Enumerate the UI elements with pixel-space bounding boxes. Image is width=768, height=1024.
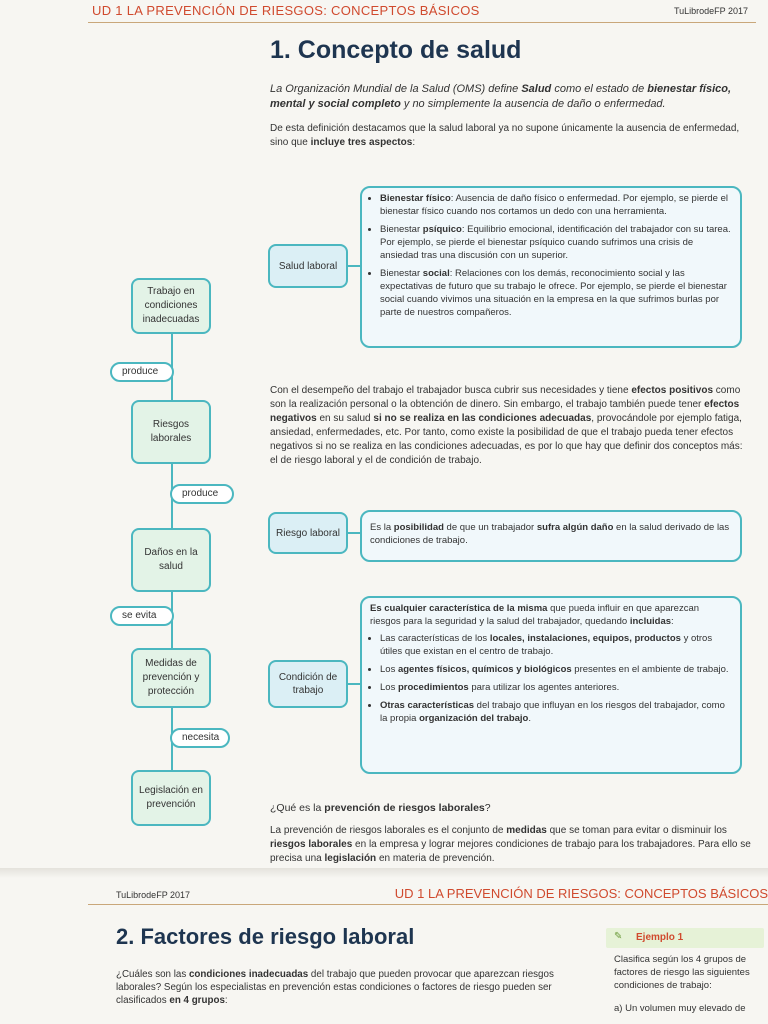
pencil-icon: ✎ (614, 931, 623, 942)
example-header-box (606, 928, 764, 948)
flow-node-medidas: Medidas de prevención y protección (131, 648, 211, 708)
condicion-item-agentes: • Los agentes físicos, químicos y biológicos presentes en el ambiente de trabajo. (380, 663, 732, 676)
page2-question: ¿Cuáles son las condiciones inadecuadas del trabajo que pueden provocar que aparezcan riesgos laborales? Según los especialistas en prevención estas condiciones o factores de riesgo pueden ser clasificados en 4 grupos: (116, 969, 554, 1006)
salud-item-social: • Bienestar social: Relaciones con los demás, reconocimiento social y las expectativas de futuro que su trabajo le ofrece. Por ejemplo, se pierde el bienestar social cuando vivimos una situación en la empresa en la que sufrimos burlas por parte de nuestros compañeros. (380, 267, 732, 319)
unit-title: UD 1 LA PREVENCIÓN DE RIESGOS: CONCEPTOS BÁSICOS (92, 3, 480, 18)
flow-edge-produce: produce (110, 362, 174, 382)
flow-edge-necesita: necesita (170, 728, 230, 748)
prevention-paragraph: La prevención de riesgos laborales es el conjunto de medidas que se toman para evitar o disminuir los riesgos laborales en la empresa y lograr mejores condiciones de trabajo para los trabajadores. Para ello se precisa una legislación en materia de prevención. (270, 825, 751, 864)
condicion-item-procedimientos: • Los procedimientos para utilizar los agentes anteriores. (380, 681, 732, 694)
prevention-question: ¿Qué es la prevención de riesgos laborales? (270, 802, 491, 814)
concept-card-salud (360, 186, 742, 348)
page2-header (88, 884, 768, 905)
concept-card-riesgo: Es la posibilidad de que un trabajador sufra algún daño en la salud derivado de las condiciones de trabajo. (360, 510, 742, 562)
aspects-paragraph: De esta definición destacamos que la salud laboral ya no supone únicamente la ausencia de enfermedad, sino que incluye tres aspectos: (270, 123, 740, 148)
condicion-item-otras: • Otras características del trabajo que influyan en los riesgos del trabajador, como la propia organización del trabajo. (380, 699, 732, 725)
flow-node-danos: Daños en la salud (131, 528, 211, 592)
salud-item-psiquico: • Bienestar psíquico: Equilibrio emocional, identificación del trabajador con su tarea. Por ejemplo, se pierde el bienestar psíquico cuando sufrimos una crisis de ansiedad tras una discusión con un superior. (380, 223, 732, 262)
concept-connector (348, 532, 360, 534)
concept-label-condicion: Condición de trabajo (268, 660, 348, 708)
concept-label-riesgo: Riesgo laboral (268, 512, 348, 554)
page-header (88, 0, 756, 23)
salud-item-fisico: • Bienestar físico: Ausencia de daño físico o enfermedad. Por ejemplo, se pierde el bienestar físico cuando nos cortamos un dedo con una herramienta. (380, 192, 732, 218)
condicion-intro: Es cualquier característica de la misma que pueda influir en que aparezcan riesgos para la seguridad y la salud del trabajador, quedando incluidas: (370, 603, 700, 627)
example-item-a: a) Un volumen muy elevado de (614, 1003, 746, 1014)
who-definition: La Organización Mundial de la Salud (OMS) define Salud como el estado de bienestar físico, mental y social completo y no simplemente la ausencia de daño o enfermedad. (270, 83, 732, 110)
page2-brand: TuLibrodeFP 2017 (116, 890, 191, 900)
effects-paragraph: Con el desempeño del trabajo el trabajador busca cubrir sus necesidades y tiene efectos positivos como son la realización personal o la obtención de dinero. Sin embargo, el trabajo también puede tener efectos negativos en su salud si no se realiza en las condiciones adecuadas, provocándole por ejemplo fatiga, ansiedad, enfermedades, etc. Por tanto, como existe la posibilidad de que el trabajo pueda tener efectos negativos si no se realiza en las condiciones adecuadas, es por lo que hay que definir dos conceptos más: el de riesgo laboral y el de condición de trabajo. (270, 385, 743, 466)
concept-connector (348, 265, 360, 267)
condicion-item-locales: • Las características de los locales, instalaciones, equipos, productos y otros útiles que existan en el centro de trabajo. (380, 632, 732, 658)
section-title: 1. Concepto de salud (270, 36, 522, 64)
concept-card-condicion (360, 596, 742, 774)
concept-label-salud: Salud laboral (268, 244, 348, 288)
page-separator (0, 868, 768, 878)
flow-node-riesgos: Riesgos laborales (131, 400, 211, 464)
flow-node-trabajo: Trabajo en condiciones inadecuadas (131, 278, 211, 334)
flow-edge-produce: produce (170, 484, 234, 504)
brand-label: TuLibrodeFP 2017 (673, 6, 748, 16)
flow-node-legislacion: Legislación en prevención (131, 770, 211, 826)
page2-section-title: 2. Factores de riesgo laboral (116, 924, 415, 949)
concept-connector (348, 683, 360, 685)
example-text: Clasifica según los 4 grupos de factores de riesgo las siguientes condiciones de trabajo: (614, 954, 750, 991)
flow-edge-se-evita: se evita (110, 606, 174, 626)
example-label: Ejemplo 1 (636, 932, 684, 943)
page2-unit-title: UD 1 LA PREVENCIÓN DE RIESGOS: CONCEPTOS BÁSICOS (394, 886, 768, 901)
